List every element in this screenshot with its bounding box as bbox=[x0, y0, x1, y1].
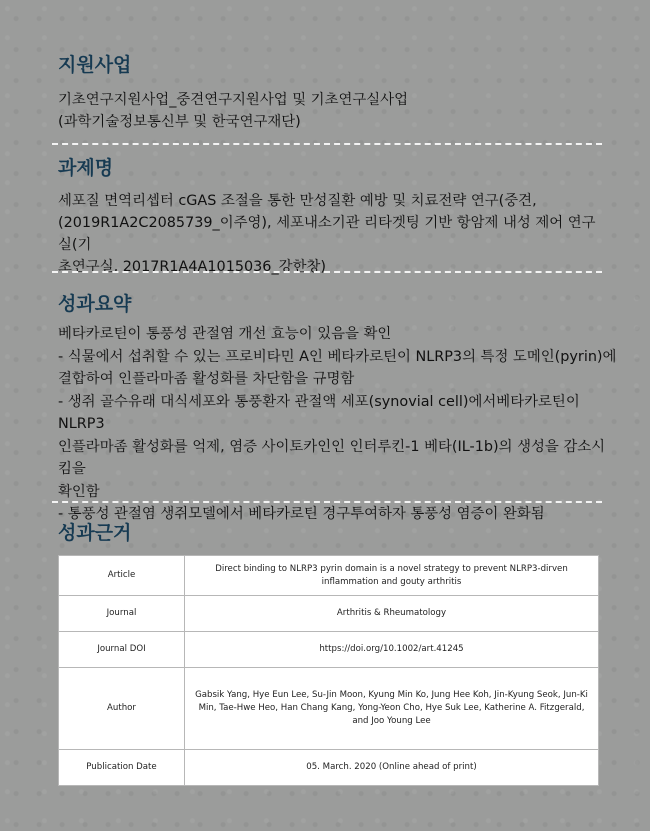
table-row bbox=[59, 668, 599, 750]
funding-text bbox=[58, 89, 602, 133]
row-value: Gabsik Yang, Hye Eun Lee, Su-Jin Moon, Kyung Min Ko, Jung Hee Koh, Jin-Kyung Seok, Jun-Ki Min, Tae-Hwe Heo, Han Chang Kang, Yong-Yeon Cho, Hye Suk Lee, Katherine A. Fitzgerald, and Joo Young Lee bbox=[185, 668, 599, 750]
funding-heading: 지원사업 bbox=[58, 54, 132, 76]
row-label: Journal DOI bbox=[59, 632, 185, 668]
row-value: 05. March. 2020 (Online ahead of print) bbox=[185, 750, 599, 786]
row-label: Article bbox=[59, 556, 185, 596]
project-line: 세포질 면역리셉터 cGAS 조절을 통한 만성질환 예방 및 치료전략 연구(중견, bbox=[58, 193, 537, 209]
table-row bbox=[59, 596, 599, 632]
summary-heading: 성과요약 bbox=[58, 293, 132, 315]
row-label: Author bbox=[59, 668, 185, 750]
row-value: https://doi.org/10.1002/art.41245 bbox=[185, 632, 599, 668]
funding-line: 기초연구지원사업_중견연구지원사업 및 기초연구실사업 bbox=[58, 92, 408, 108]
table-row bbox=[59, 750, 599, 786]
funding-section bbox=[58, 50, 602, 77]
row-label: Publication Date bbox=[59, 750, 185, 786]
project-line: (2019R1A2C2085739_이주영), 세포내소기관 리타겟팅 기반 항암제 내성 제어 연구실(기 bbox=[58, 215, 596, 253]
summary-line: - 식물에서 섭취할 수 있는 프로비타민 A인 베타카로틴이 NLRP3의 특정 도메인(pyrin)에 bbox=[58, 348, 617, 365]
summary-line: 베타카로틴이 통풍성 관절염 개선 효능이 있음을 확인 bbox=[58, 326, 392, 342]
summary-line: 인플라마좀 활성화를 억제, 염증 사이토카인인 인터루킨-1 베타(IL-1b)의 생성을 감소시킴을 bbox=[58, 438, 606, 477]
section-divider bbox=[52, 143, 602, 145]
table-row bbox=[59, 632, 599, 668]
row-label: Journal bbox=[59, 596, 185, 632]
summary-line: 확인함 bbox=[58, 483, 100, 500]
section-divider bbox=[52, 501, 602, 503]
project-text bbox=[58, 190, 602, 278]
summary-section bbox=[58, 289, 602, 316]
summary-line: - 통풍성 관절염 생쥐모델에서 베타카로틴 경구투여하자 통풍성 염증이 완화됨 bbox=[58, 506, 545, 522]
evidence-section bbox=[58, 518, 602, 545]
summary-text bbox=[58, 323, 618, 526]
section-divider bbox=[52, 271, 602, 273]
project-line: 초연구실, 2017R1A4A1015036_강한창) bbox=[58, 259, 326, 275]
table-row bbox=[59, 556, 599, 596]
summary-line: - 생쥐 골수유래 대식세포와 통풍환자 관절액 세포(synovial cell)에서베타카로틴이 NLRP3 bbox=[58, 393, 580, 432]
funding-line: (과학기술정보통신부 및 한국연구재단) bbox=[58, 114, 301, 130]
project-heading: 과제명 bbox=[58, 157, 114, 179]
summary-line: 결합하여 인플라마좀 활성화를 차단함을 규명함 bbox=[58, 371, 355, 387]
row-value: Direct binding to NLRP3 pyrin domain is a novel strategy to prevent NLRP3-dirven inflammation and gouty arthritis bbox=[185, 556, 599, 596]
project-section bbox=[58, 153, 602, 180]
evidence-heading: 성과근거 bbox=[58, 522, 132, 544]
row-value: Arthritis & Rheumatology bbox=[185, 596, 599, 632]
evidence-table bbox=[58, 555, 599, 786]
